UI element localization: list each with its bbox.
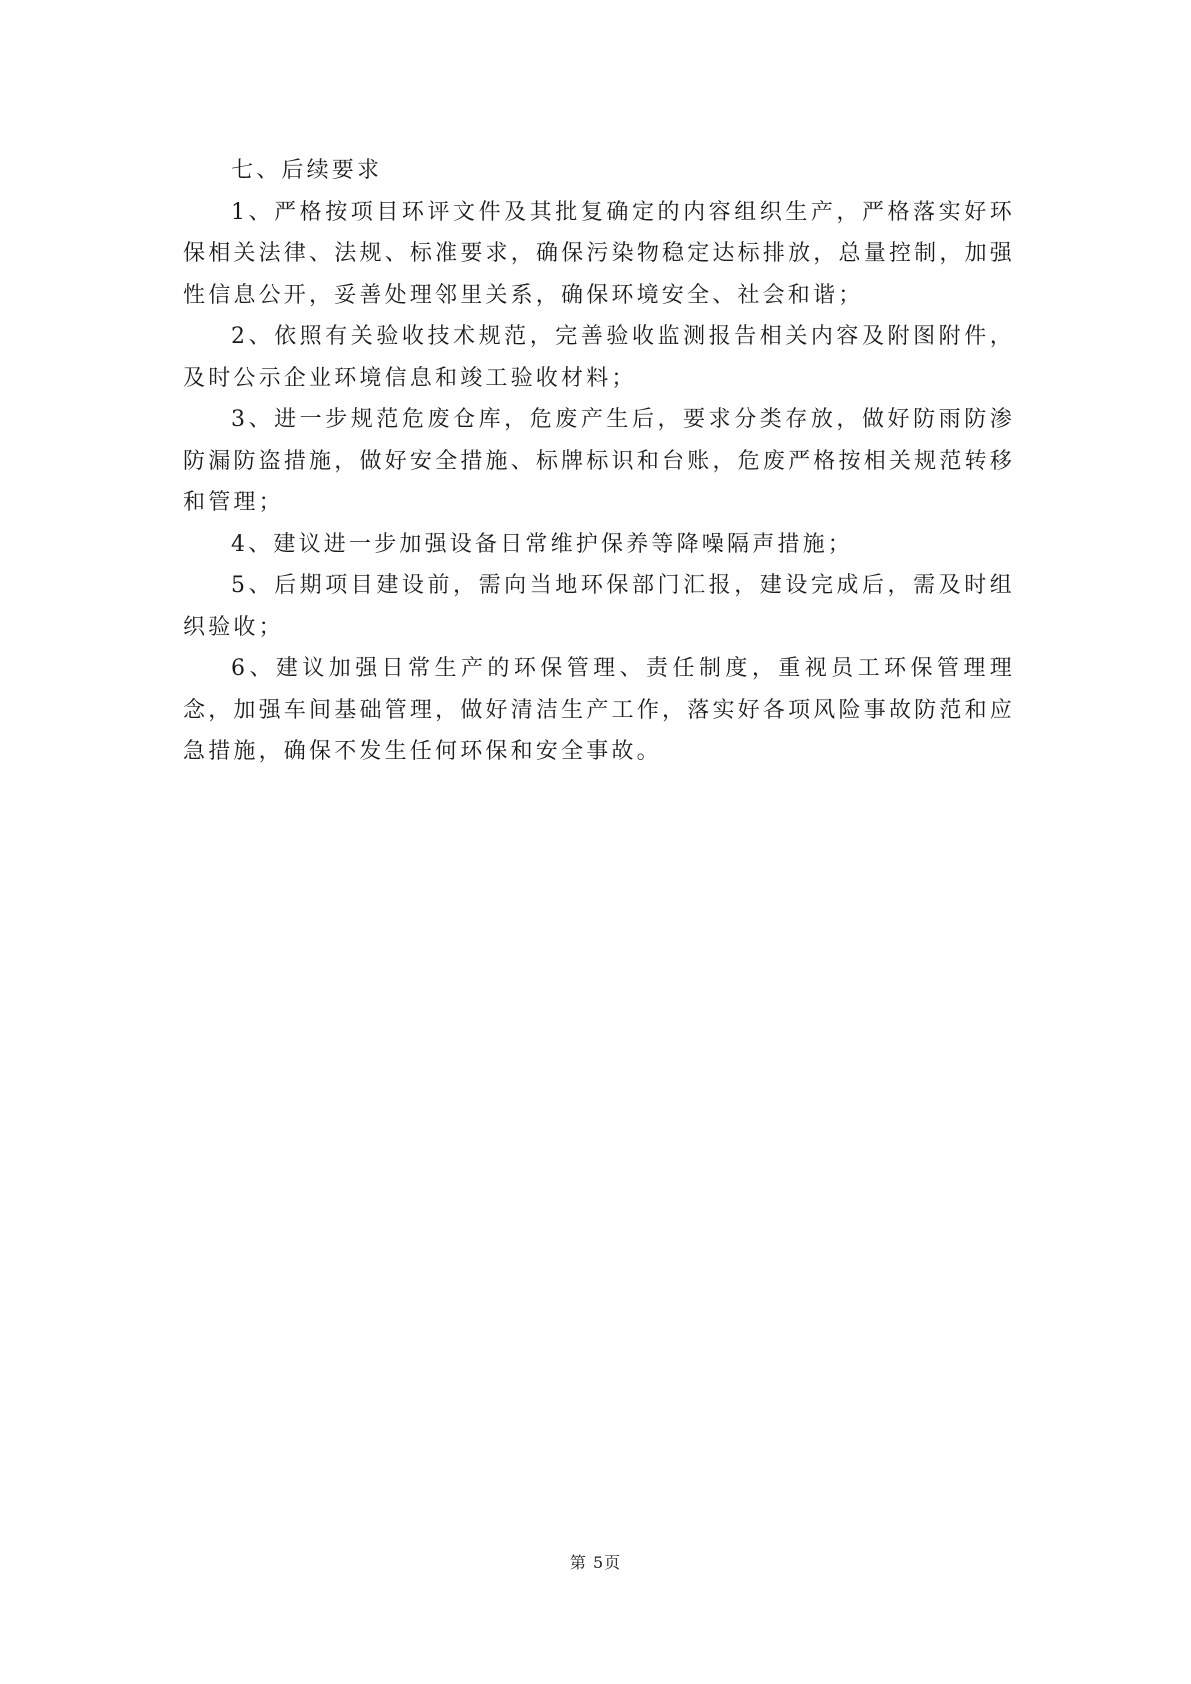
- page-content: [183, 150, 1015, 773]
- requirement-paragraph-1: 1、严格按项目环评文件及其批复确定的内容组织生产，严格落实好环保相关法律、法规、标准要求，确保污染物稳定达标排放，总量控制，加强性信息公开，妥善处理邻里关系，确保环境安全、社会和谐；: [183, 199, 1015, 308]
- requirement-paragraph-6: 6、建议加强日常生产的环保管理、责任制度，重视员工环保管理理念，加强车间基础管理，做好清洁生产工作，落实好各项风险事故防范和应急措施，确保不发生任何环保和安全事故。: [183, 656, 1015, 764]
- requirement-paragraph-4: 4、建议进一步加强设备日常维护保养等降噪隔声措施；: [231, 531, 853, 557]
- page-number: 第 5页: [569, 1553, 622, 1572]
- requirement-paragraph-3: 3、进一步规范危废仓库，危废产生后，要求分类存放，做好防雨防渗防漏防盗措施，做好安全措施、标牌标识和台账，危废严格按相关规范转移和管理；: [183, 407, 1015, 515]
- section-heading: 七、后续要求: [231, 158, 383, 183]
- requirement-paragraph-2: 2、依照有关验收技术规范，完善验收监测报告相关内容及附图附件，及时公示企业环境信息和竣工验收材料；: [183, 324, 1015, 391]
- requirement-paragraph-5: 5、后期项目建设前，需向当地环保部门汇报，建设完成后，需及时组织验收；: [183, 573, 1015, 640]
